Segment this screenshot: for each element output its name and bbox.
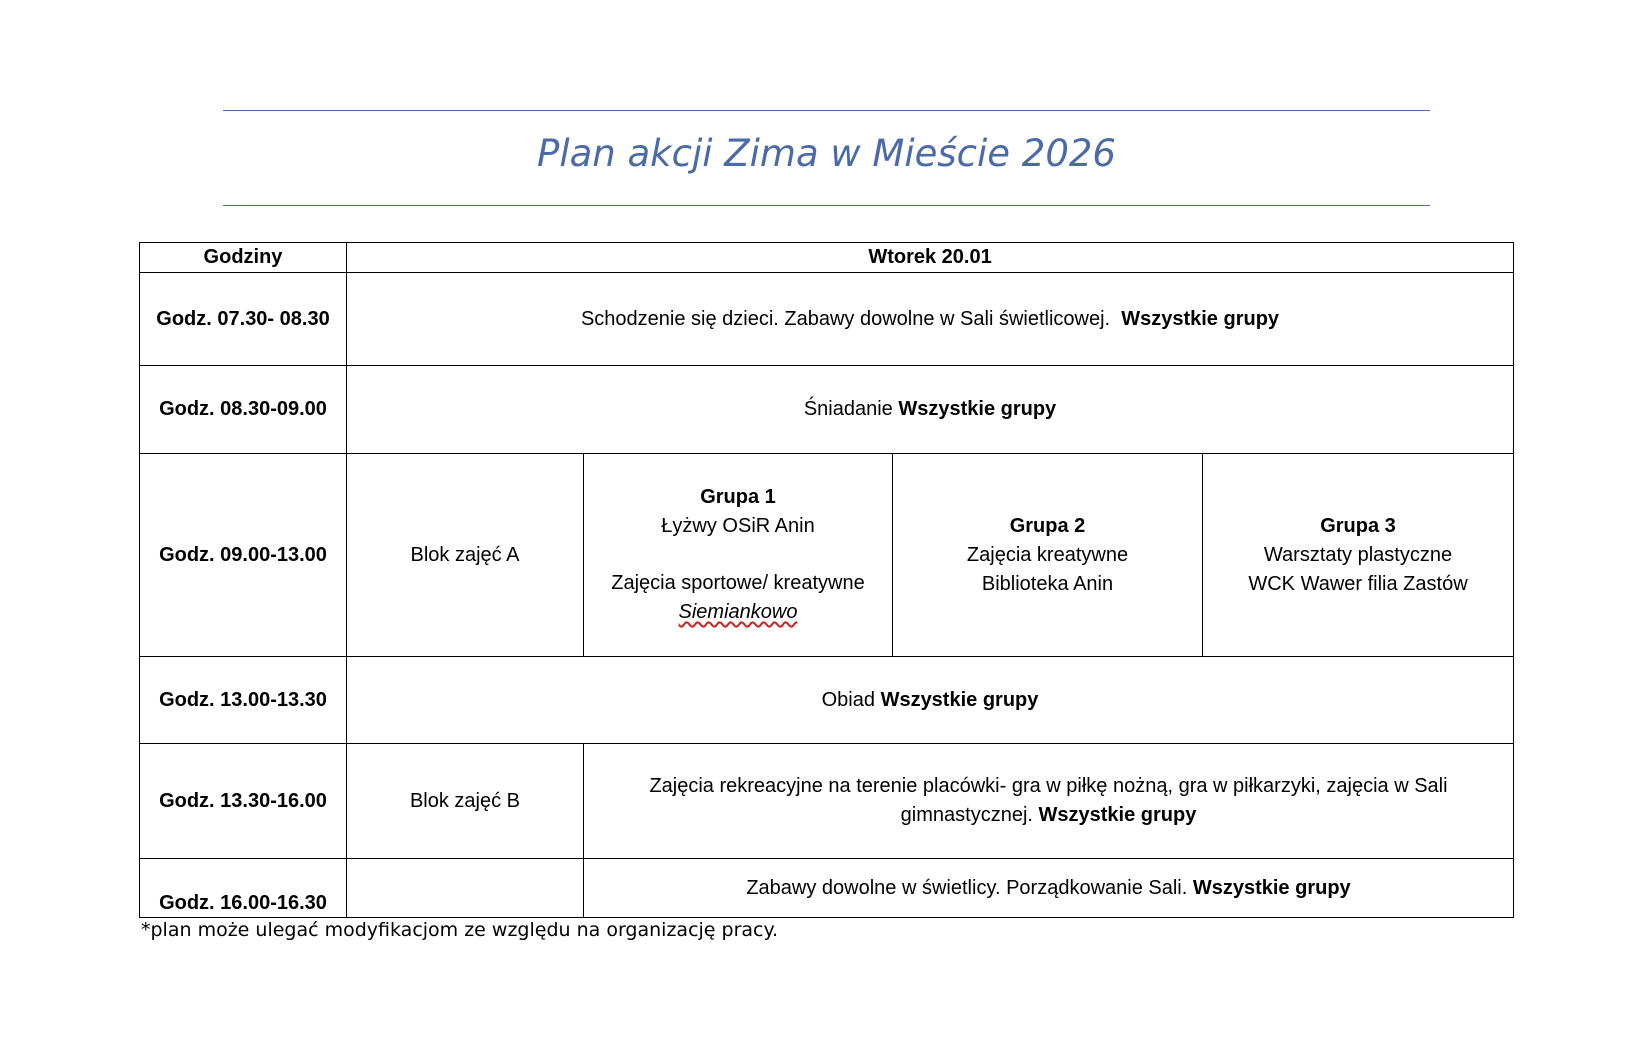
row-activity: [584, 744, 1514, 859]
table-row: [140, 273, 1514, 366]
activity-groups: Wszystkie grupy: [1192, 876, 1351, 899]
group-2-name: Grupa 2: [1009, 514, 1086, 537]
group-1-cell: [584, 454, 893, 657]
group-3-name: Grupa 3: [1320, 514, 1396, 537]
table-header-row: [140, 243, 1514, 273]
activity-text: Zabawy dowolne w świetlicy. Porządkowanie Sali.: [746, 876, 1188, 899]
footnote: *plan może ulegać modyfikacjom ze względu na organizację pracy.: [141, 919, 779, 941]
activity-text: Zajęcia rekreacyjne na terenie placówki- gra w piłkę nożną, gra w piłkarzyki, zajęcia w Sali gimnastycznej.: [649, 775, 1448, 826]
page-title: Plan akcji Zima w Mieście 2026: [537, 132, 1116, 175]
group-3-cell: [1203, 454, 1514, 657]
group-2-line1: Zajęcia kreatywne: [966, 543, 1129, 566]
schedule-table: [139, 242, 1514, 918]
row-hours: Godz. 08.30-09.00: [140, 366, 347, 454]
row-hours: Godz. 16.00-16.30: [159, 892, 327, 914]
table-row: [140, 744, 1514, 859]
header-day: Wtorek 20.01: [347, 243, 1514, 273]
group-2-line2: Biblioteka Anin: [981, 572, 1114, 595]
activity-text: Śniadanie: [803, 398, 893, 420]
block-label: Blok zajęć A: [347, 454, 584, 657]
group-1-line2: Zajęcia sportowe/ kreatywne: [611, 572, 865, 594]
table-row: [140, 657, 1514, 744]
activity-groups: Wszystkie grupy: [1121, 307, 1280, 330]
activity-text: Schodzenie się dzieci. Zabawy dowolne w Sali świetlicowej.: [580, 307, 1111, 330]
header-hours: Godziny: [140, 243, 347, 273]
title-rule-top: [223, 110, 1430, 111]
row-hours-cell: [140, 859, 584, 918]
row-hours: Godz. 09.00-13.00: [140, 454, 347, 657]
group-2-cell: [893, 454, 1203, 657]
row-hours: Godz. 07.30- 08.30: [140, 273, 347, 366]
activity-groups: Wszystkie grupy: [880, 688, 1039, 711]
table-row: [140, 454, 1514, 657]
table-row: [140, 366, 1514, 454]
group-3-line1: Warsztaty plastyczne: [1263, 543, 1453, 566]
group-1-name: Grupa 1: [700, 486, 776, 508]
activity-text: Obiad: [821, 688, 875, 711]
activity-groups: Wszystkie grupy: [1038, 804, 1197, 826]
group-1-line3: Siemiankowo: [678, 601, 798, 623]
activity-groups: Wszystkie grupy: [898, 398, 1057, 420]
row-hours: Godz. 13.00-13.30: [140, 657, 347, 744]
table-row: [140, 859, 1514, 918]
row-activity: [347, 657, 1514, 744]
row-activity: [347, 273, 1514, 366]
row-activity: [584, 859, 1514, 918]
row-hours: Godz. 13.30-16.00: [140, 744, 347, 859]
row-activity: [347, 366, 1514, 454]
title-rule-bottom: [223, 205, 1430, 206]
group-3-line2: WCK Wawer filia Zastów: [1248, 572, 1468, 595]
block-label: Blok zajęć B: [347, 744, 584, 859]
group-1-line1: Łyżwy OSiR Anin: [661, 515, 815, 537]
